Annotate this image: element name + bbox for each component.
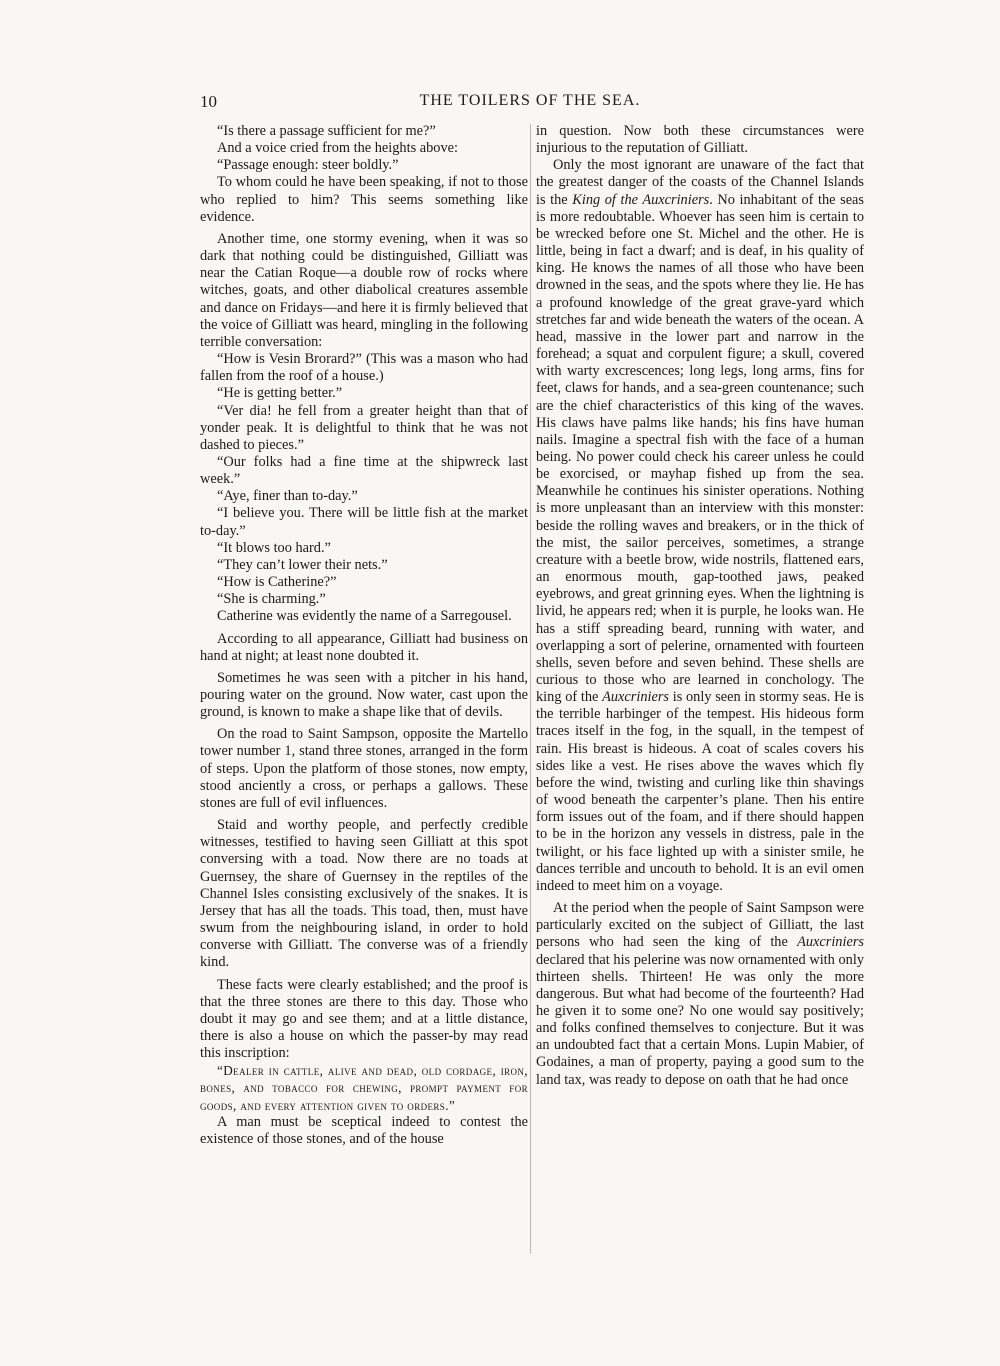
paragraph: “Passage enough: steer boldly.”: [217, 157, 399, 174]
paragraph: “How is Vesin Brorard?” (This was a mason who had fallen from the roof of a house.): [200, 351, 528, 385]
paragraph: “Is there a passage sufficient for me?”: [217, 123, 436, 139]
running-title: THE TOILERS OF THE SEA.: [419, 92, 641, 109]
paragraph: “How is Catherine?”: [217, 574, 337, 591]
paragraph: [536, 900, 864, 1089]
paragraph: Staid and worthy people, and perfectly credible witnesses, testified to having seen Gilliatt at this spot conversing with a toad. Now there are no toads at Guernsey, the share of Guernsey in the reptiles of the Channel Isles consisting exclusively of the snakes. It is Jersey that has all the toads. This toad, then, must have swum from the neighbouring island, in order to hold converse with Gilliatt. The converse was of a friendly kind.: [200, 817, 528, 971]
paragraph: “It blows too hard.”: [217, 539, 331, 556]
paragraph: To whom could he have been speaking, if not to those who replied to him? This seems something like evidence.: [200, 174, 528, 225]
paragraph: [536, 157, 864, 895]
paragraph: “She is charming.”: [217, 591, 326, 608]
paragraph: “Ver dia! he fell from a greater height than that of yonder peak. It is delightful to think that he was not dashed to pieces.”: [200, 402, 528, 453]
paragraph: “Aye, finer than to-day.”: [217, 488, 358, 505]
paragraph: A man must be sceptical indeed to contest the existence of those stones, and of the house: [200, 1113, 528, 1147]
text-run: Only the most ignorant are unaware of the fact that the greatest danger of the coasts of the Channel Islands is the: [536, 157, 864, 208]
column-divider: [530, 124, 531, 1254]
paragraph: “He is getting better.”: [217, 385, 343, 402]
paragraph: “They can’t lower their nets.”: [217, 556, 388, 573]
text-run: is only seen in stormy seas. He is the terrible harbinger of the tempest. His hideous form traces itself in the fog, in the squall, in the tempest of rain. His breast is hideous. A coat of scales covers his sides like a vest. He rises above the waves which fly before the wind, twisting and curling like thin shavings of wood beneath the carpenter’s plane. Then his entire form issues out of the foam, and if there should happen to be in the horizon any vessels in distress, pale in the twilight, or his face lighted up with a sinister smile, he dances terrible and uncouth to behold. It is an evil omen indeed to meet him on a voyage.: [536, 689, 864, 894]
italic-term: King of the Auxcriniers: [572, 191, 710, 208]
paragraph: Another time, one stormy evening, when it was so dark that nothing could be distinguished, Gilliatt was near the Catian Roque—a double row of rocks where witches, goats, and other diabolical creatures assemble and dance on Fridays—and here it is firmly believed that the voice of Gilliatt was heard, mingling in the following terrible conversation:: [200, 230, 528, 350]
text-run: declared that his pelerine was now ornamented with only thirteen shells. Thirteen! He was only the more dangerous. But what had become of the fourteenth? Had he given it to some one? No one would say positively; and folks confined themselves to conjecture. But it was an undoubted fact that a certain Mons. Lupin Mabier, of Godaines, a man of property, paying a good sum to the land tax, was ready to depose on oath that he had once: [536, 951, 864, 1088]
paragraph: Sometimes he was seen with a pitcher in his hand, pouring water on the ground. Now water, cast upon the ground, is known to make a shape like that of devils.: [200, 669, 528, 721]
paragraph: According to all appearance, Gilliatt had business on hand at night; at least none doubted it.: [200, 630, 528, 664]
right-column: [536, 123, 864, 1089]
italic-term: Auxcriniers: [602, 689, 670, 706]
text-run: . No inhabitant of the seas is more redoubtable. Whoever has seen him is certain to be wrecked before one St. Michel and the other. He is little, being in fact a dwarf; and is deaf, in his quality of king. He knows the names of all those who have been drowned in the seas, and the spots where they lie. He has a profound knowledge of the great grave-yard which stretches far and wide beneath the waters of the ocean. A head, massive in the lower part and narrow in the forehead; a squat and corpulent figure; a skull, covered with warty excrescences; long legs, long arms, fins for feet, claws for hands, and a sea-green countenance; such are the chief characteristics of this king of the waves. His claws have palms like hands; his fins have human nails. Imagine a spectral fish with the face of a human being. No power could check his career unless he could be exorcised, or mayhap fished up from the sea. Meanwhile he continues his sinister operations. Nothing is more unpleasant than an interview with this monster: beside the rolling waves and breakers, or in the thick of the mist, the sailor perceives, sometimes, a strange creature with a beetle brow, wide nostrils, flattened ears, an enormous mouth, gap-toothed jaws, peaked eyebrows, and great grinning eyes. When the lightning is livid, he appears red; when it is purple, he looks wan. He has a stiff spreading beard, running with water, and overlapping a sort of pelerine, ornamented with fourteen shells, seven before and seven behind. These shells are curious to those who are learned in conchology. The king of the: [536, 191, 865, 706]
paragraph: Catherine was evidently the name of a Sarregousel.: [217, 608, 512, 625]
paragraph: And a voice cried from the heights above:: [217, 140, 458, 157]
paragraph: “Our folks had a fine time at the shipwreck last week.”: [200, 453, 528, 488]
paragraph: “I believe you. There will be little fish at the market to-day.”: [200, 505, 528, 539]
italic-term: Auxcriniers: [797, 934, 864, 951]
paragraph: These facts were clearly established; and the proof is that the three stones are there to this day. Those who doubt it may go and see them; and at a little distance, there is also a house on which the passer-by may read this inscription:: [200, 976, 528, 1062]
paragraph: in question. Now both these circumstances were injurious to the reputation of Gilliatt.: [536, 123, 864, 157]
text-run: At the period when the people of Saint Sampson were particularly excited on the subject of Gilliatt, the last persons who had seen the king of the: [536, 900, 864, 951]
inscription: “Dealer in cattle, alive and dead, old cordage, iron, bones, and tobacco for chewing, prompt payment for goods, and every attention given to orders.”: [200, 1063, 528, 1113]
page-number: 10: [200, 92, 217, 111]
left-column: [200, 123, 528, 1148]
paragraph: On the road to Saint Sampson, opposite the Martello tower number 1, stand three stones, arranged in the form of steps. Upon the platform of those stones, now empty, stood anciently a cross, or perhaps a gallows. These stones are full of evil influences.: [200, 726, 528, 811]
